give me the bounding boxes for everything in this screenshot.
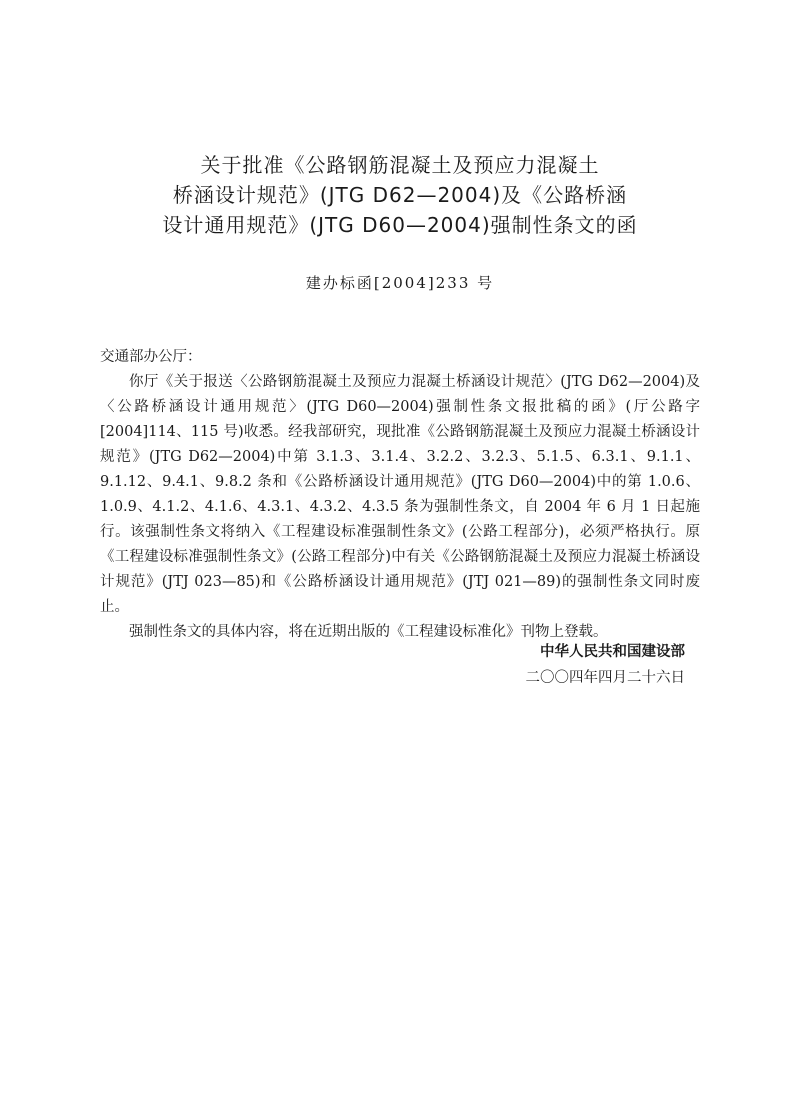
signing-date: 二〇〇四年四月二十六日 [525, 670, 685, 686]
title-line-2: 桥涵设计规范》(JTG D62—2004)及《公路桥涵 [172, 183, 628, 207]
document-number: 建办标函[2004]233 号 [305, 274, 495, 292]
signing-organization: 中华人民共和国建设部 [540, 644, 685, 660]
addressee: 交通部办公厅： [100, 349, 202, 365]
body-paragraph-1: 你厅《关于报送〈公路钢筋混凝土及预应力混凝土桥涵设计规范〉(JTG D62—2004)及〈公路桥涵设计通用规范〉(JTG D60—2004)强制性条文报批稿的函》(厅公路字[2004]114、115 号)收悉。经我部研究，现批准《公路钢筋混凝土及预应力混凝土桥涵设计规范》(JTG D62—2004)中第 3.1.3、3.1.4、3.2.2、3.2.3、5.1.5、6.3.1、9.1.1、9.1.12、9.4.1、9.8.2 条和《公路桥涵设计通用规范》(JTG D60—2004)中的第 1.0.6、1.0.9、4.1.2、4.1.6、4.3.1、4.3.2、4.3.5 条为强制性条文，自 2004 年 6 月 1 日起施行。该强制性条文将纳入《工程建设标准强制性条文》(公路工程部分)，必须严格执行。原《工程建设标准强制性条文》(公路工程部分)中有关《公路钢筋混凝土及预应力混凝土桥涵设计规范》(JTJ 023—85)和《公路桥涵设计通用规范》(JTJ 021—89)的强制性条文同时废止。 [100, 374, 700, 615]
title-line-1: 关于批准《公路钢筋混凝土及预应力混凝土 [200, 153, 600, 177]
letter-body [100, 345, 700, 645]
body-paragraph-2: 强制性条文的具体内容，将在近期出版的《工程建设标准化》刊物上登载。 [129, 624, 608, 640]
title-line-3: 设计通用规范》(JTG D60—2004)强制性条文的函 [162, 213, 638, 237]
document-title [150, 150, 650, 240]
signature-block [430, 640, 685, 691]
